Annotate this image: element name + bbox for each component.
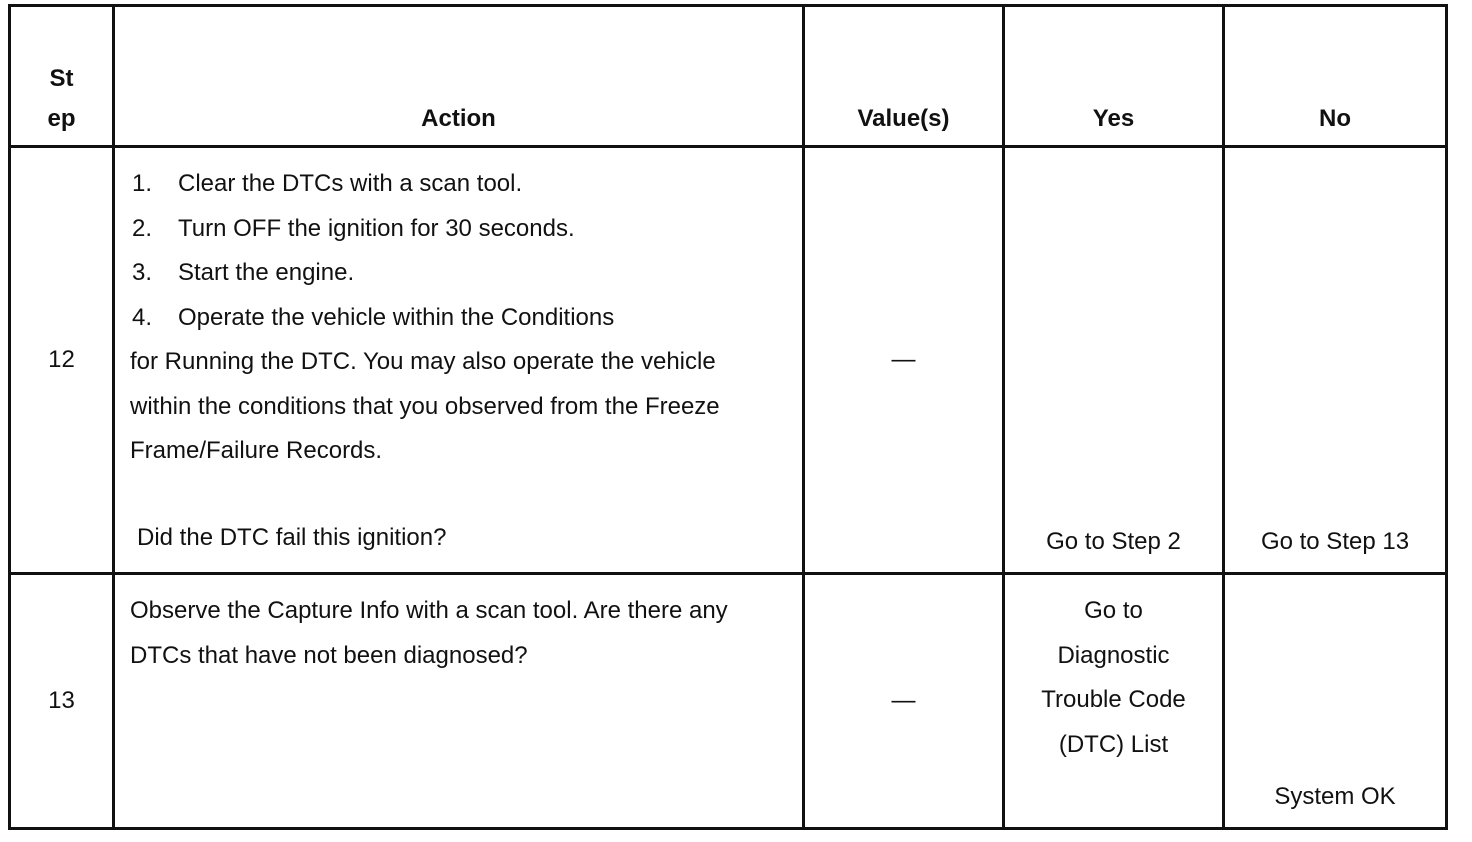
header-no: No	[1224, 6, 1447, 147]
action-cell	[114, 147, 804, 574]
step-number: 13	[10, 574, 114, 829]
header-yes: Yes	[1004, 6, 1224, 147]
list-item: 3. Start the engine.	[132, 259, 355, 286]
action-step-list	[130, 162, 792, 340]
action-text: Observe the Capture Info with a scan tool. Are there any DTCs that have not been diagnosed?	[130, 597, 728, 669]
no-cell: System OK	[1224, 574, 1447, 829]
table-header-row	[10, 6, 1447, 147]
table-row	[10, 147, 1447, 574]
value-cell	[804, 147, 1004, 574]
diagnostic-table	[8, 4, 1448, 830]
action-question: Did the DTC fail this ignition?	[137, 523, 447, 551]
yes-cell: Go to Step 2	[1004, 147, 1224, 574]
table-row	[10, 574, 1447, 829]
value-cell	[804, 574, 1004, 829]
action-cell	[114, 574, 804, 829]
no-cell: Go to Step 13	[1224, 147, 1447, 574]
list-item: 4. Operate the vehicle within the Conditions	[132, 303, 615, 331]
value-dash: —	[891, 686, 916, 714]
list-item: 2. Turn OFF the ignition for 30 seconds.	[132, 214, 575, 242]
header-action: Action	[114, 6, 804, 147]
value-dash: —	[891, 345, 916, 373]
action-continuation: for Running the DTC. You may also operate the vehicle within the conditions that you observed from the Freeze Frame/Failure Records.	[130, 348, 720, 464]
list-item: 1. Clear the DTCs with a scan tool.	[132, 170, 523, 197]
yes-cell: Go to Diagnostic Trouble Code (DTC) List	[1004, 574, 1224, 829]
header-step: St ep	[10, 6, 114, 147]
step-number: 12	[10, 147, 114, 574]
header-values: Value(s)	[804, 6, 1004, 147]
